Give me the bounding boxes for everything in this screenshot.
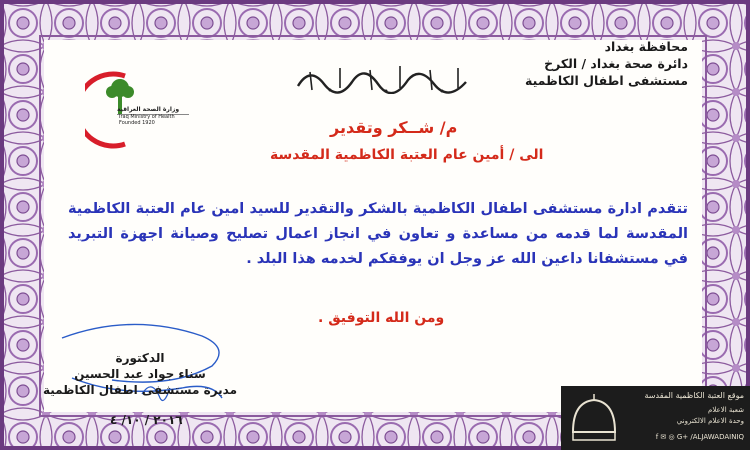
shrine-dome-icon [565,388,623,448]
watermark-line3: وحدة الاعلام الالكتروني [676,417,744,425]
issuer-header [525,38,688,89]
signatory-title: الدكتورة [115,351,165,365]
governorate-line: محافظة بغداد [604,39,688,54]
hospital-line: مستشفى اطفال الكاظمية [524,73,688,88]
shrine-watermark [561,386,750,450]
ministry-name-en [119,114,175,126]
letter-reference: م/ شــكر وتقدير [330,118,458,137]
ministry-name-ar: وزارة الصحة العراقية [117,106,180,113]
watermark-line1: موقع العتبة الكاظمية المقدسة [644,391,744,400]
letter-body: تتقدم ادارة مستشفى اطفال الكاظمية بالشكر والتقدير للسيد امين عام العتبة الكاظمية المقدسة لما قدمه من مساعدة و تعاون في انجاز اعمال تصليح وصيانة اجهزة التبريد في مستشفانا داعين الله عز وجل ان يوفقكم لخدمه هذا البلد . [68,201,688,267]
letter-date: ٢٠١٦ / ١٠/ ٤ [110,413,183,427]
signatory-name: سناء جواد عبد الحسين [74,367,206,381]
letter-recipient: الى / أمين عام العتبة الكاظمية المقدسة [270,147,544,163]
basmala-calligraphy [290,60,480,94]
ministry-founded: Founded 1920 [119,120,155,126]
directorate-line: دائرة صحة بغداد / الكرخ [544,56,688,71]
signatory-position: مديرة مستشفى اطفال الكاظمية [42,383,238,397]
signature-block [40,350,240,398]
letter-closing: ومن الله التوفيق . [318,310,445,326]
watermark-social: f ✉ ◎ G+ /ALJAWADAINIQ [655,433,744,441]
ministry-logo [85,70,200,150]
watermark-line2: شعبة الاعلام [708,406,744,414]
ministry-name-en-text: Iraq Ministry of Health [119,114,175,120]
